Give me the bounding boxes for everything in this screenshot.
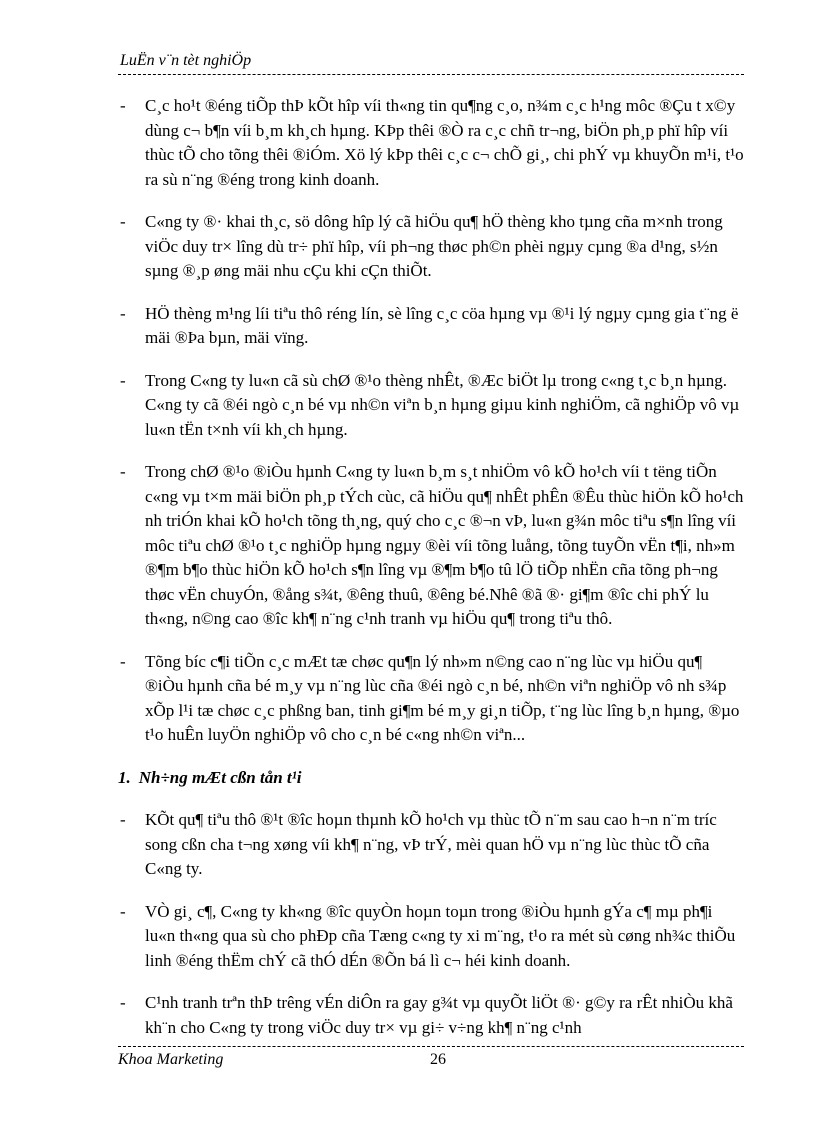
bullet-dash: - <box>120 901 126 921</box>
item-text: C¸c ho¹t ®éng tiÕp thÞ kÕt hîp víi th«ng tin qu¶ng c¸o, n¾m c¸c h¹ng môc ®Çu t x©y dùng c¬ b¶n víi b¸m kh¸ch hµng. KÞp thêi ®Ò ra c¸c chñ tr¬ng, biÖn ph¸p phï hîp víi thùc tÕ cho tõng thêi ®iÓm. Xö lý kÞp thêi c¸c c¬ chÕ gi¸, chi phÝ vµ khuyÕn m¹i, t¹o ra sù n¨ng ®éng trong kinh doanh. <box>145 96 744 189</box>
bullet-dash: - <box>120 212 126 231</box>
bullet-dash: - <box>120 810 126 829</box>
list-item <box>118 94 744 192</box>
item-text: Tõng bíc c¶i tiÕn c¸c mÆt tæ chøc qu¶n lý nh»m n©ng cao n¨ng lùc vµ hiÖu qu¶ ®iÒu hµnh cña bé m¸y vµ n¨ng lùc cña ®éi ngò c¸n bé, nh©n viªn nghiÖp vô nh s¾p xÕp l¹i tæ chøc c¸c phßng ban, tinh gi¶m bé m¸y gi¸n tiÕp, t¨ng lùc lîng b¸n hµng, ®µo t¹o huÊn luyÖn nghiÖp vô cho c¸n bé c«ng nh©n viªn... <box>145 651 740 744</box>
header-title: LuËn v¨n tèt nghiÖp <box>120 52 252 69</box>
item-text: C«ng ty ®· khai th¸c, sö dông hîp lý cã hiÖu qu¶ hÖ thèng kho tµng cña m×nh trong viÖc duy tr× lîng dù tr÷ phï hîp, víi ph¬ng thøc ph©n phèi ngµy cµng ®a d¹ng, s½n sµng ®¸p øng mäi nhu cÇu khi cÇn thiÕt. <box>145 212 723 280</box>
list-item <box>118 460 744 632</box>
bullet-dash: - <box>120 651 126 671</box>
page-content <box>118 94 744 1058</box>
item-text: KÕt qu¶ tiªu thô ®¹t ®îc hoµn thµnh kÕ ho¹ch vµ thùc tÕ n¨m sau cao h¬n n¨m tríc song cßn cha t¬ng xøng víi kh¶ n¨ng, vÞ trÝ, mèi quan hÖ vµ n¨ng lùc thùc tÕ cña C«ng ty. <box>145 810 717 878</box>
footer-department: Khoa Marketing <box>118 1051 224 1068</box>
section-heading <box>118 766 744 791</box>
item-text: C¹nh tranh trªn thÞ trêng vÉn diÔn ra gay g¾t vµ quyÕt liÖt ®· g©y ra rÊt nhiÒu khã kh¨n cho C«ng ty trong viÖc duy tr× vµ gi÷ v÷ng kh¶ n¨ng c¹nh <box>145 993 733 1037</box>
item-text: HÖ thèng m¹ng líi tiªu thô réng lín, sè lîng c¸c cöa hµng vµ ®¹i lý ngµy cµng gia t¨ng ë mäi ®Þa bµn, mäi vïng. <box>145 303 739 347</box>
item-text: Trong C«ng ty lu«n cã sù chØ ®¹o thèng nhÊt, ®Æc biÖt lµ trong c«ng t¸c b¸n hµng. C«ng ty cã ®éi ngò c¸n bé vµ nh©n viªn b¸n hµng giµu kinh nghiÖm, cã nghiÖp vô vµ lu«n tËn t×nh víi kh¸ch hµng. <box>145 370 740 439</box>
page-header <box>118 52 744 75</box>
list-item <box>118 991 744 1040</box>
page-number: 26 <box>430 1051 446 1068</box>
page-footer <box>118 1046 744 1077</box>
section-title: Nh÷ng mÆt cßn tån t¹i <box>138 767 302 787</box>
list-item <box>118 808 744 882</box>
list-item <box>118 210 744 284</box>
item-text: VÒ gi¸ c¶, C«ng ty kh«ng ®îc quyÒn hoµn toµn trong ®iÒu hµnh gÝa c¶ mµ ph¶i lu«n th«ng qua sù cho phÐp cña Tæng c«ng ty xi m¨ng, t¹o ra mét sù cøng nh¾c thiÕu linh ®éng thËm chÝ cã thÓ dÉn ®Õn bá lì c¬ héi kinh doanh. <box>145 901 736 970</box>
section-number: 1. <box>118 767 131 787</box>
bullet-dash: - <box>120 462 126 481</box>
list-item <box>118 302 744 351</box>
list-item <box>118 900 744 974</box>
list-item <box>118 369 744 443</box>
bullet-dash: - <box>120 96 126 115</box>
bullet-dash: - <box>120 303 126 323</box>
bullet-dash: - <box>120 993 126 1012</box>
item-text: Trong chØ ®¹o ®iÒu hµnh C«ng ty lu«n b¸m s¸t nhiÖm vô kÕ ho¹ch víi t tëng tiÕn c«ng vµ t×m mäi biÖn ph¸p tÝch cùc, cã hiÖu qu¶ nhÊt phÊn ®Êu thùc hiÖn kÕ ho¹ch nh triÓn khai kÕ ho¹ch tõng th¸ng, quý cho c¸c ®¬n vÞ, lu«n g¾n môc tiªu s¶n lîng víi môc tiªu chØ ®¹o t¸c nghiÖp hµng ngµy ®èi víi tõng luång, tõng tuyÕn vËn t¶i, nh»m ®¶m b¶o thùc hiÖn kÕ ho¹ch s¶n lîng vµ ®¶m b¶o tû lÖ tiÕp nhËn cña tõng ph¬ng thøc vËn chuyÓn, ®ång s¾t, ®êng thuû, ®êng bé.Nhê ®ã ®· gi¶m ®îc chi phÝ lu th«ng, n©ng cao ®îc kh¶ n¨ng c¹nh tranh vµ hiÖu qu¶ trong tiªu thô. <box>145 462 744 628</box>
list-item <box>118 650 744 748</box>
bullet-dash: - <box>120 370 126 390</box>
